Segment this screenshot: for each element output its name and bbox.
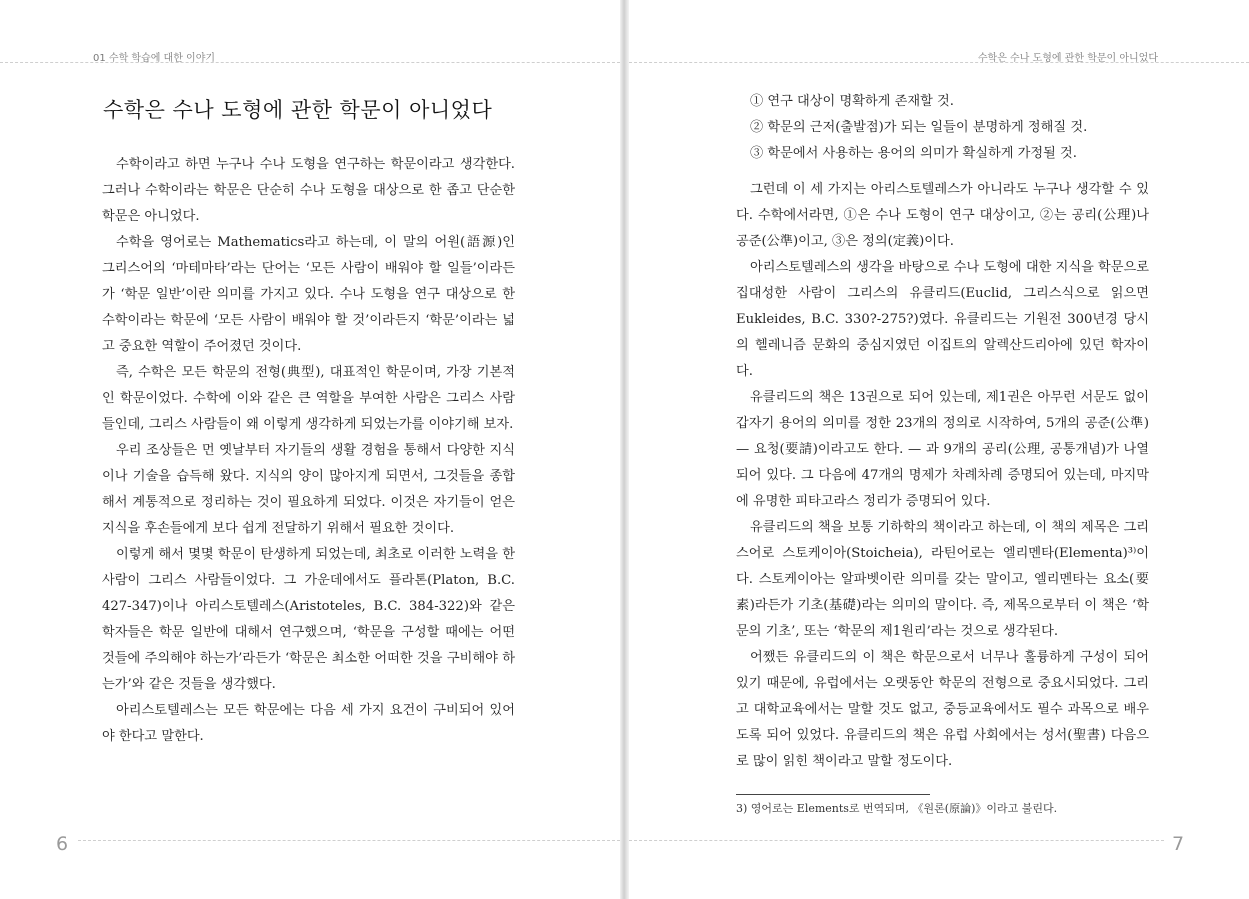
requirements-list: [736, 89, 1149, 167]
paragraph: 우리 조상들은 먼 옛날부터 자기들의 생활 경험을 통해서 다양한 지식이나 기술을 습득해 왔다. 지식의 양이 많아지게 되면서, 그것들을 종합해서 계통적으로 정리하는 것이 필요하게 되었다. 이것은 자기들이 얻은 지식을 후손들에게 보다 쉽게 전달하기 위해서 필요한 것이다.: [102, 443, 515, 536]
paragraph: 수학이라고 하면 누구나 수나 도형을 연구하는 학문이라고 생각한다. 그러나 수학이라는 학문은 단순히 수나 도형을 대상으로 한 좁고 단순한 학문은 아니었다.: [102, 157, 515, 224]
paragraph: 유클리드의 책을 보통 기하학의 책이라고 하는데, 이 책의 제목은 그리스어로 스토케이아(Stoicheia), 라틴어로는 엘리멘타(Elementa)³⁾이다. 스토케이아는 알파벳이란 의미를 갖는 말이고, 엘리멘타는 요소(要素)라든가 기초(基礎)라는 의미의 말이다. 즉, 제목으로부터 이 책은 ‘학문의 기초’, 또는 ‘학문의 제1원리’라는 것으로 생각된다.: [736, 520, 1149, 639]
left-page-number: 6: [56, 833, 69, 855]
right-page-number: 7: [1172, 833, 1185, 855]
paragraph: 아리스토텔레스의 생각을 바탕으로 수나 도형에 대한 지식을 학문으로 집대성한 사람이 그리스의 유클리드(Euclid, 그리스식으로 읽으면 Eukleides, B.C. 330?-275?)였다. 유클리드는 기원전 300년경 당시의 헬레니즘 문화의 중심지였던 이집트의 알렉산드리아에 있던 학자이다.: [736, 260, 1149, 379]
right-body: [736, 89, 1149, 775]
paragraph: 이렇게 해서 몇몇 학문이 탄생하게 되었는데, 최초로 이러한 노력을 한 사람이 그리스 사람들이었다. 그 가운데에서도 플라톤(Platon, B.C. 427-347)이나 아리스토텔레스(Aristoteles, B.C. 384-322)와 같은 학자들은 학문 일반에 대해서 연구했으며, ‘학문을 구성할 때에는 어떤 것들에 주의해야 하는가’라든가 ‘학문은 최소한 어떠한 것을 구비해야 하는가’와 같은 것들을 생각했다.: [102, 547, 515, 692]
section-title: 수학은 수나 도형에 관한 학문이 아니었다: [103, 98, 493, 122]
requirement-item: ③ 학문에서 사용하는 용어의 의미가 확실하게 가정될 것.: [750, 146, 1077, 161]
paragraph: 어쨌든 유클리드의 이 책은 학문으로서 너무나 훌륭하게 구성이 되어 있기 때문에, 유럽에서는 오랫동안 학문의 전형으로 중요시되었다. 그리고 대학교육에서는 말할 것도 없고, 중등교육에서도 필수 과목으로 배우도록 되어 있었다. 유클리드의 책은 유럽 사회에서는 성서(聖書) 다음으로 많이 읽힌 책이라고 말할 정도이다.: [736, 650, 1149, 769]
paragraph: 유클리드의 책은 13권으로 되어 있는데, 제1권은 아무런 서문도 없이 갑자기 용어의 의미를 정한 23개의 정의로 시작하여, 5개의 공준(公準) — 요청(要請)이라고도 한다. — 과 9개의 공리(公理, 공통개념)가 나열되어 있다. 그 다음에 47개의 명제가 차례차례 증명되어 있는데, 마지막에 유명한 피타고라스 정리가 증명되어 있다.: [736, 390, 1149, 509]
requirement-item: ① 연구 대상이 명확하게 존재할 것.: [750, 94, 954, 109]
right-footer-rule: [629, 840, 1164, 841]
right-running-head: 수학은 수나 도형에 관한 학문이 아니었다: [977, 53, 1158, 64]
footnote: 3) 영어로는 Elements로 번역되며, 《원론(原論)》이라고 불린다.: [736, 802, 1058, 815]
footnote-rule: [736, 794, 930, 795]
left-body: [102, 152, 515, 750]
paragraph: 수학을 영어로는 Mathematics라고 하는데, 이 말의 어원(語源)인 그리스어의 ‘마테마타’라는 단어는 ‘모든 사람이 배워야 할 일들’이라든가 ‘학문 일반’이란 의미를 가지고 있다. 수나 도형을 연구 대상으로 한 수학이라는 학문에 ‘모든 사람이 배워야 할 것’이라든지 ‘학문’이라는 넓고 중요한 역할이 주어졌던 것이다.: [102, 235, 515, 354]
paragraph: 아리스토텔레스는 모든 학문에는 다음 세 가지 요건이 구비되어 있어야 한다고 말한다.: [102, 703, 515, 744]
left-header-rule: [0, 62, 620, 63]
paragraph: 그런데 이 세 가지는 아리스토텔레스가 아니라도 누구나 생각할 수 있다. 수학에서라면, ①은 수나 도형이 연구 대상이고, ②는 공리(公理)나 공준(公準)이고, ③은 정의(定義)이다.: [736, 182, 1149, 249]
left-footer-rule: [78, 840, 620, 841]
paragraph: 즉, 수학은 모든 학문의 전형(典型), 대표적인 학문이며, 가장 기본적인 학문이었다. 수학에 이와 같은 큰 역할을 부여한 사람은 그리스 사람들인데, 그리스 사람들이 왜 이렇게 생각하게 되었는가를 이야기해 보자.: [102, 365, 515, 432]
book-gutter: [620, 0, 629, 899]
right-header-rule: [629, 62, 1249, 63]
left-running-head: 01 수학 학습에 대한 이야기: [93, 53, 216, 64]
requirement-item: ② 학문의 근저(출발점)가 되는 일들이 분명하게 정해질 것.: [750, 120, 1088, 135]
